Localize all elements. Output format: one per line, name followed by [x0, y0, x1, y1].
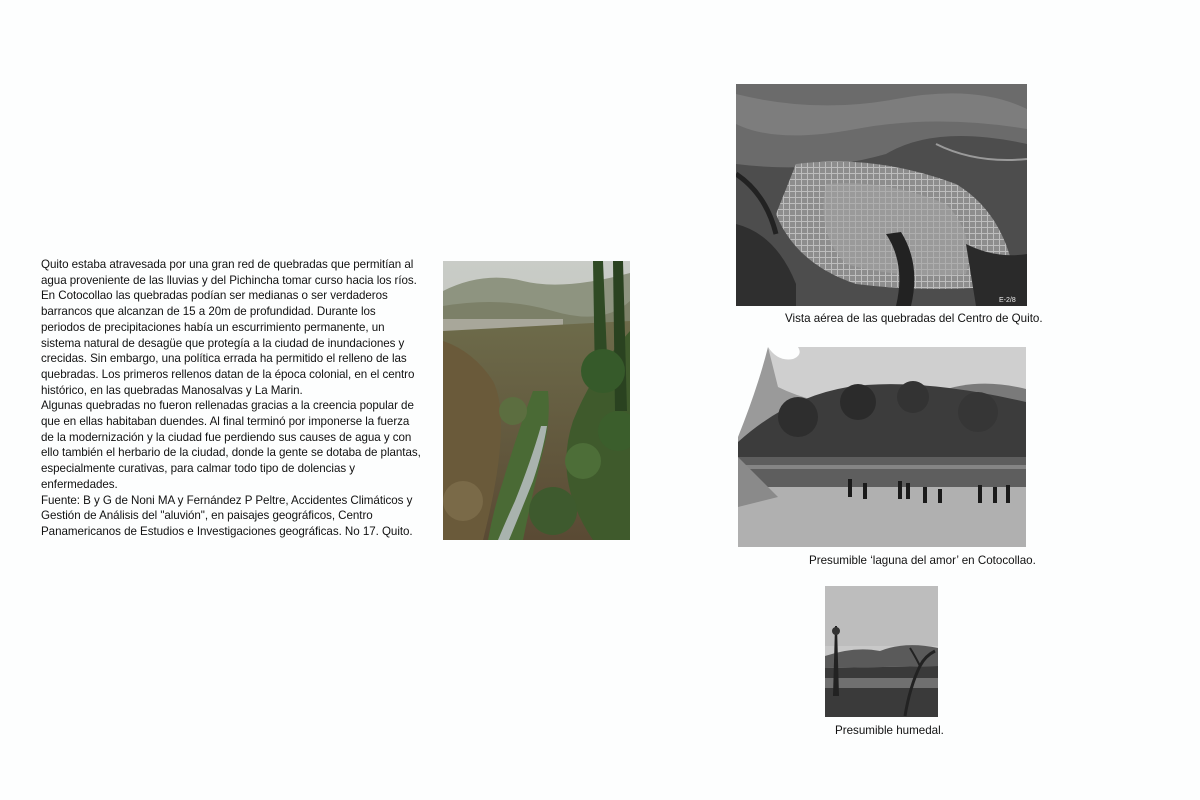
caption-aerial: Vista aérea de las quebradas del Centro de Quito. [785, 312, 1043, 325]
paragraph-1: Quito estaba atravesada por una gran red de quebradas que permitían al agua proveniente de las lluvias y del Pichincha tomar curso hacia los ríos. En Cotocollao las quebradas podían ser medianas o ser verdaderos barrancos que alcanzan de 15 a 20m de profundidad. Durante los periodos de precipitaciones había un escurrimiento permanente, un sistema natural de desagüe que protegía a la ciudad de inundaciones y crecidas. Sin embargo, una política errada ha permitido el relleno de las quebradas. Los primeros rellenos datan de la época colonial, en el centro histórico, en las quebradas Manosalvas y La Marin. [41, 258, 417, 397]
body-text [41, 257, 421, 540]
caption-lagoon: Presumible ‘laguna del amor’ en Cotocollao. [809, 554, 1036, 567]
photo-stamp: E-2/8 [999, 297, 1016, 304]
caption-wetland: Presumible humedal. [835, 724, 944, 737]
lagoon-photo [738, 347, 1026, 547]
aerial-photo [736, 84, 1027, 306]
wetland-photo [825, 586, 938, 717]
ravine-photo [443, 261, 630, 540]
source-citation: Fuente: B y G de Noni MA y Fernández P Peltre, Accidentes Climáticos y Gestión de Análisis del "aluvión", en paisajes geográficos, Centro Panamericanos de Estudios e Investigaciones geográficas. No 17. Quito. [41, 493, 413, 538]
paragraph-2: Algunas quebradas no fueron rellenadas gracias a la creencia popular de que en ellas habitaban duendes. Al final terminó por imponerse la fuerza de la modernización y la ciudad fue perdiendo sus causes de agua y con ello también el herbario de la ciudad, donde la gente se dotaba de plantas, especialmente curativas, para calmar todo tipo de dolencias y enfermedades. [41, 399, 421, 491]
